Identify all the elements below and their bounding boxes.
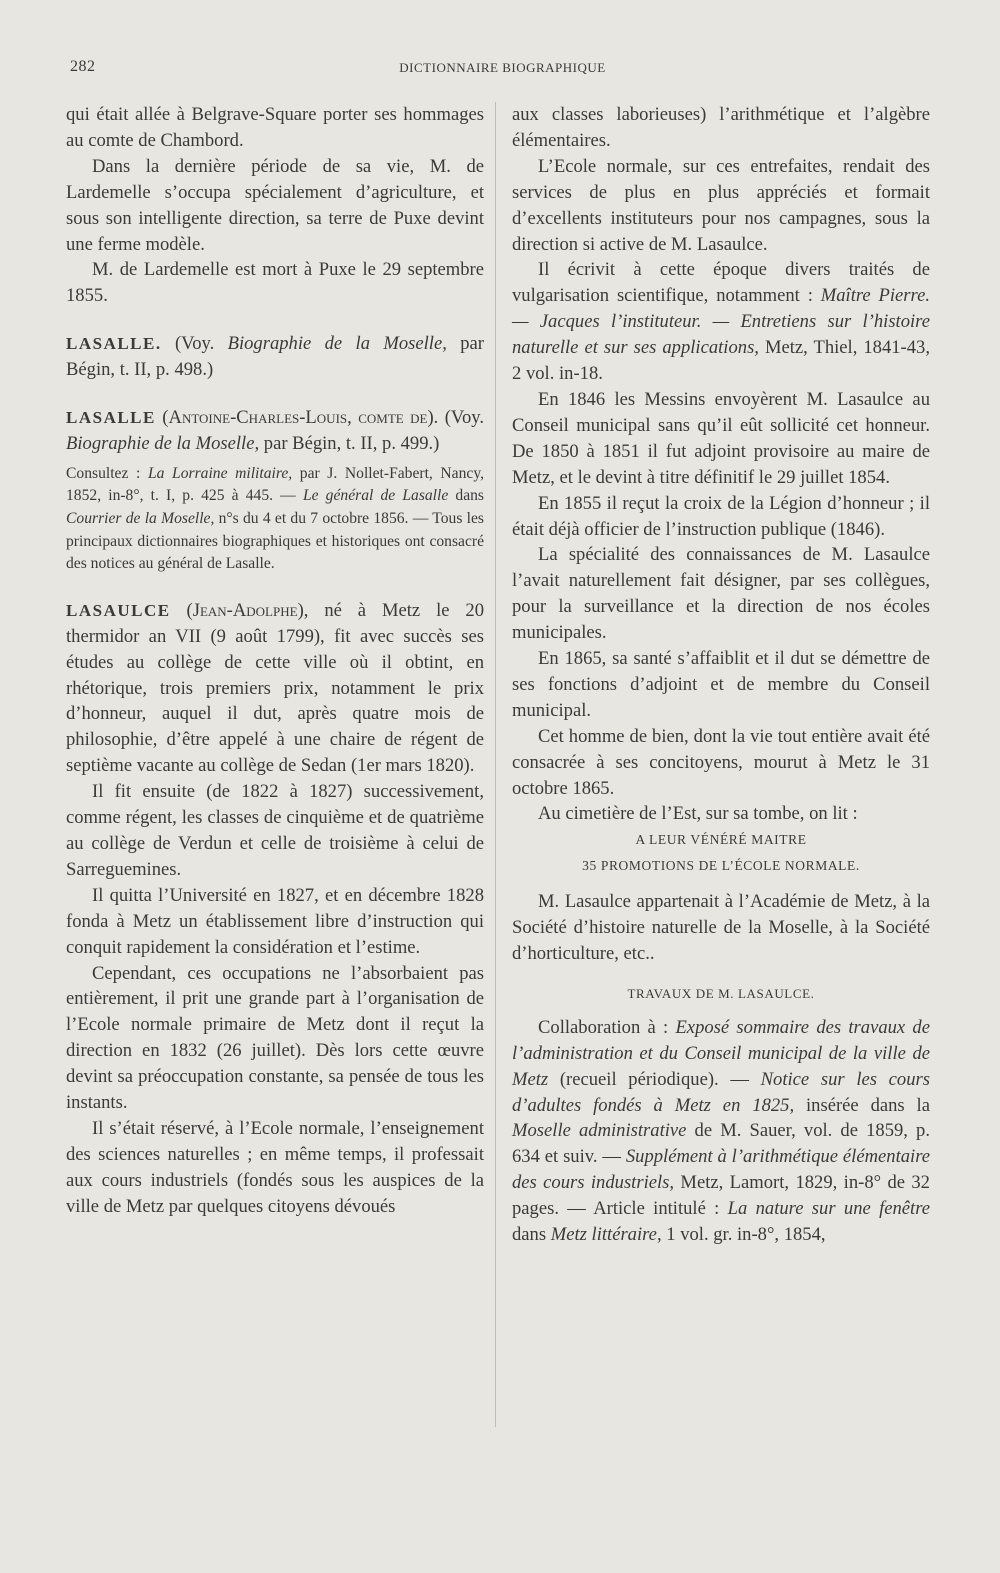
paragraph: Cet homme de bien, dont la vie tout entière avait été consacrée à ses concitoyens, mourut à Metz le 31 octobre 1865. xyxy=(512,725,930,799)
entry-text: ( xyxy=(170,599,193,621)
works-text: insérée dans la xyxy=(794,1094,930,1116)
works-text: 1 vol. gr. in-8°, 1854, xyxy=(661,1224,826,1246)
right-column xyxy=(512,102,930,1248)
consult-note xyxy=(66,463,484,576)
entry-headword: LASAULCE xyxy=(66,600,171,620)
paragraph: aux classes laborieuses) l’arithmétique et l’algèbre élémentaires. xyxy=(512,104,930,151)
paragraph: En 1865, sa santé s’affaiblit et il dut se démettre de ses fonctions d’adjoint et de membre du Conseil municipal. xyxy=(512,648,930,721)
entry-text: ). (Voy. xyxy=(427,407,484,429)
paragraph: Au cimetière de l’Est, sur sa tombe, on lit : xyxy=(538,803,858,825)
paragraph: En 1855 il reçut la croix de la Légion d’honneur ; il était déjà officier de l’instruction publique (1846). xyxy=(512,492,930,540)
works-italic: La nature sur une fenêtre xyxy=(727,1198,930,1220)
paragraph: M. Lasaulce appartenait à l’Académie de Metz, à la Société d’histoire naturelle de la Moselle, à la Société d’horticulture, etc.. xyxy=(512,891,930,964)
paragraph: Il quitta l’Université en 1827, et en décembre 1828 fonda à Metz un établissement libre d’instruction qui conquit rapidement la considération et l’estime. xyxy=(66,884,484,958)
note-italic: La Lorraine militaire, xyxy=(147,464,293,482)
paragraph: En 1846 les Messins envoyèrent M. Lasaulce au Conseil municipal sans qu’il eût sollicité cet honneur. De 1850 à 1851 il fut adjoint provisoire au maire de Metz, et le devint à titre définitif le 29 juillet 1854. xyxy=(512,388,930,488)
entry-text: ), né à Metz le 20 thermidor an VII (9 août 1799), fit avec succès ses études au collège de cette ville où il obtint, en rhétorique, trois premiers prix, notamment le prix d’honneur, auquel il dut, après quatre mois de philosophie, d’être appelé à une chaire de régent de septième vacante au collège de Sedan (1er mars 1820). xyxy=(66,599,484,777)
note-text: Consultez : xyxy=(66,464,148,482)
paragraph: La spécialité des connaissances de M. Lasaulce l’avait naturellement fait désigner, par ses collègues, pour la surveillance et la direction de nos écoles municipales. xyxy=(512,544,930,644)
entry-text: ( xyxy=(155,407,169,429)
works-text: Collaboration à : xyxy=(538,1016,676,1038)
paragraph: M. de Lardemelle est mort à Puxe le 29 septembre 1855. xyxy=(66,259,484,307)
entry-lasaulce xyxy=(66,598,484,779)
paragraph-italic: Maître Pierre. — Jacques l’instituteur. — Entretiens sur l’histoire naturelle et sur ses applications, xyxy=(512,285,930,359)
epitaph-line: A LEUR VÉNÉRÉ MAITRE xyxy=(635,832,807,848)
works-heading: TRAVAUX DE M. LASAULCE. xyxy=(627,985,815,1001)
paragraph: Cependant, ces occupations ne l’absorbaient pas entièrement, il prit une grande part à l’organisation de l’Ecole normale primaire de Metz dont il reçut la direction en 1832 (26 juillet). Dès lors cette œuvre devint sa préoccupation constante, sa pensée de tous les instants. xyxy=(66,962,484,1114)
note-text: par J. Nollet-Fabert, Nancy, 1852, in-8°, t. I, p. 425 à 445. — xyxy=(66,464,485,505)
entry-headword: LASALLE xyxy=(66,408,156,428)
entry-lasalle-2 xyxy=(66,405,484,457)
entry-headword: LASALLE. xyxy=(66,334,162,354)
works-italic: Exposé sommaire des travaux de l’administration et du Conseil municipal de la ville de Metz xyxy=(512,1016,930,1090)
epitaph-line: 35 PROMOTIONS DE L’ÉCOLE NORMALE. xyxy=(582,858,860,874)
paragraph: Il fit ensuite (de 1822 à 1827) successivement, comme régent, les classes de cinquième et de quatrième au collège de Verdun et celle de troisième à celui de Sarreguemines. xyxy=(66,781,484,880)
note-text: n°s du 4 et du 7 octobre 1856. — Tous les principaux dictionnaires biographiques et historiques ont consacré des notices au général de Lasalle. xyxy=(66,510,484,573)
running-title: DICTIONNAIRE BIOGRAPHIQUE xyxy=(399,60,606,75)
column-divider xyxy=(495,102,496,1427)
entry-title-italic: Biographie de la Moselle, xyxy=(66,432,260,454)
paragraph: Il s’était réservé, à l’Ecole normale, l’enseignement des sciences naturelles ; en même temps, il professait aux cours industriels (fondés sous les auspices de la ville de Metz par quelques citoyens dévoués xyxy=(66,1117,484,1217)
paragraph xyxy=(512,257,930,387)
page-header xyxy=(70,58,935,80)
entry-fullname: Jean-Adolphe xyxy=(192,599,298,621)
note-italic: Courrier de la Moselle, xyxy=(66,510,215,528)
paragraph: L’Ecole normale, sur ces entrefaites, rendait des services de plus en plus appréciés et formait d’excellents instituteurs pour nos campagnes, sous la direction si active de M. Lasaulce. xyxy=(512,155,930,255)
paragraph-text: Metz, Thiel, 1841-43, 2 vol. in-18. xyxy=(512,337,930,385)
paragraph: qui était allée à Belgrave-Square porter ses hommages au comte de Chambord. xyxy=(66,104,484,151)
note-text: dans xyxy=(448,487,485,505)
left-column xyxy=(66,102,484,1220)
entry-fullname: Antoine-Charles-Louis, comte de xyxy=(168,407,428,429)
paragraph-text: Il écrivit à cette époque divers traités de vulgarisation scientifique, notamment : xyxy=(512,259,930,307)
works-italic: Supplément à l’arithmétique élémentaire des cours industriels, xyxy=(512,1146,930,1194)
entry-title-italic: Biographie de la Moselle, xyxy=(227,333,447,355)
entry-text: par Bégin, t. II, p. 499.) xyxy=(259,432,440,454)
paragraph: Dans la dernière période de sa vie, M. de Lardemelle s’occupa spécialement d’agriculture, et sous son intelligente direction, sa terre de Puxe devint une ferme modèle. xyxy=(66,155,484,255)
entry-lasalle-1 xyxy=(66,331,484,383)
works-italic: Moselle administrative xyxy=(512,1120,687,1142)
works-italic: Notice sur les cours d’adultes fondés à Metz en 1825, xyxy=(512,1068,930,1116)
works-list xyxy=(512,1015,930,1248)
page-number: 282 xyxy=(70,58,96,75)
works-italic: Metz littéraire, xyxy=(550,1224,662,1246)
works-text: Metz, Lamort, 1829, in-8° de 32 pages. — Article intitulé : xyxy=(512,1172,930,1220)
note-italic: Le général de Lasalle xyxy=(302,487,449,505)
entry-text: par Bégin, t. II, p. 498.) xyxy=(66,333,484,381)
works-text: (recueil périodique). — xyxy=(548,1068,761,1090)
entry-text: (Voy. xyxy=(161,333,228,355)
works-text: dans xyxy=(512,1224,551,1246)
works-text: de M. Sauer, vol. de 1859, p. 634 et suiv. — xyxy=(512,1120,931,1168)
